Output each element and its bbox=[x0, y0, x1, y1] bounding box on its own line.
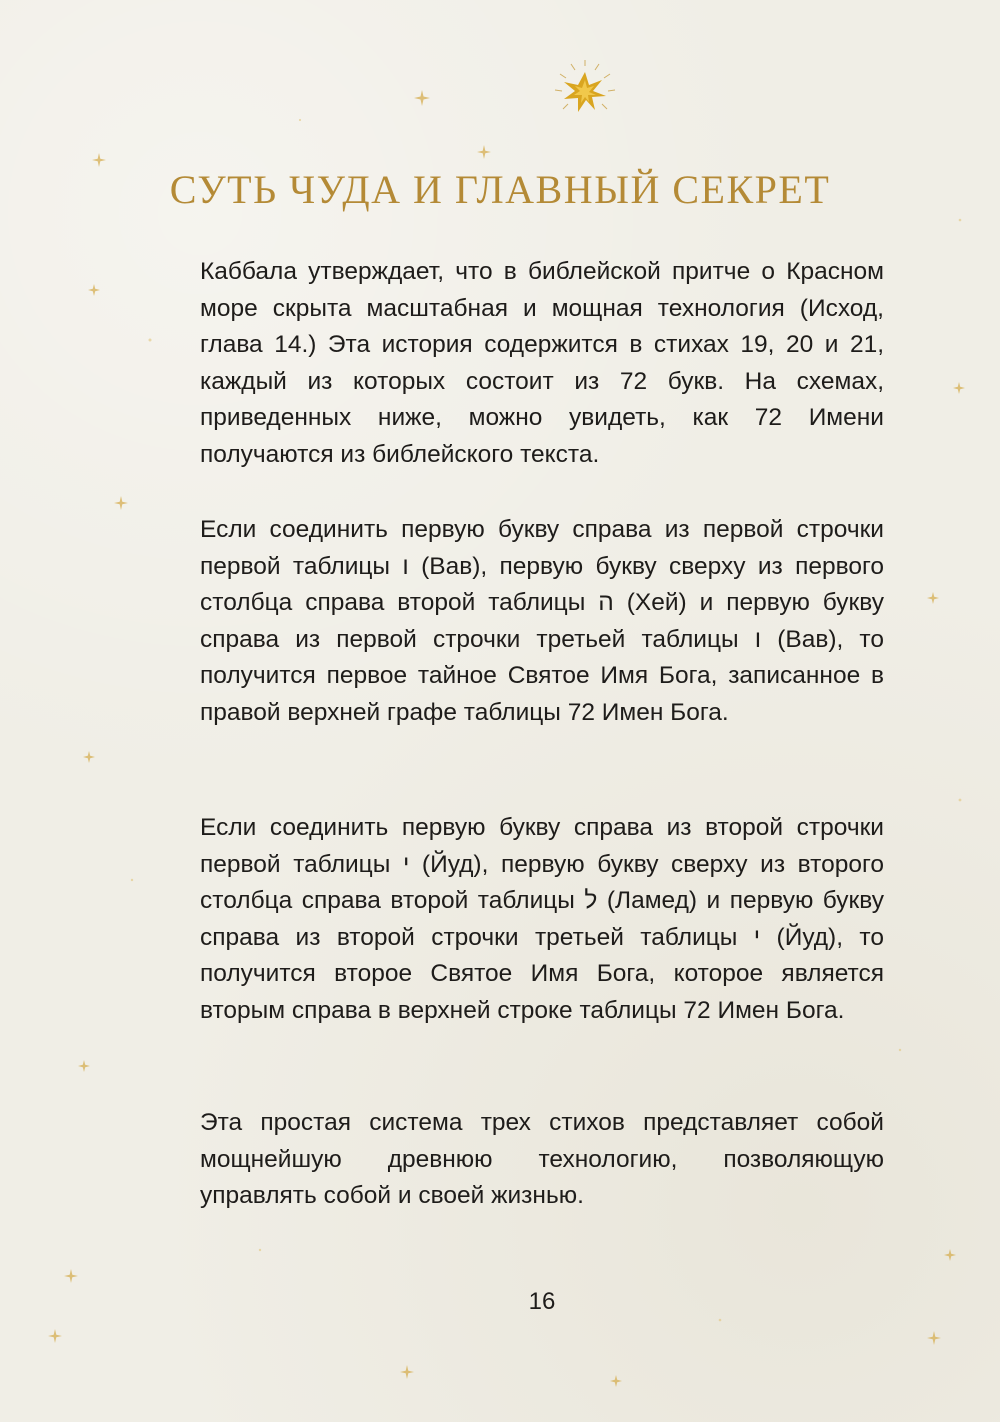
page-number: 16 bbox=[528, 1288, 556, 1315]
paragraph-conclusion: Эта простая система трех стихов представляет собой мощнейшую древнюю технологию, позволяющую управлять собой и своей жизнью. bbox=[200, 1109, 884, 1209]
paragraph-intro: Каббала утверждает, что в библейской притче о Красном море скрыта масштабная и мощная технология (Исход, глава 14.) Эта история содержится в стихах 19, 20 и 21, каждый из которых состоит из 72 букв. На схемах, приведенных ниже, можно увидеть, как 72 Имени получаются из библейского текста. bbox=[200, 258, 884, 468]
page-title: СУТЬ ЧУДА И ГЛАВНЫЙ СЕКРЕТ bbox=[169, 167, 831, 212]
paragraph-second-name: Если соединить первую букву справа из второй строчки первой таблицы י (Йуд), первую букву сверху из второго столбца справа второй таблицы ל (Ламед) и первую букву справа из второй строчки третьей таблицы י (Йуд), то получится второе Святое Имя Бога, которое является вторым справа в верхней строке таблицы 72 Имен Бога. bbox=[200, 814, 885, 1024]
paragraph-first-name: Если соединить первую букву справа из первой строчки первой таблицы ו (Вав), первую букву сверху из первого столбца справа второй таблицы ה (Хей) и первую букву справа из первой строчки третьей таблицы ו (Вав), то получится первое тайное Святое Имя Бога, записанное в правой верхней графе таблицы 72 Имен Бога. bbox=[200, 516, 884, 726]
golden-star-icon bbox=[540, 58, 630, 130]
